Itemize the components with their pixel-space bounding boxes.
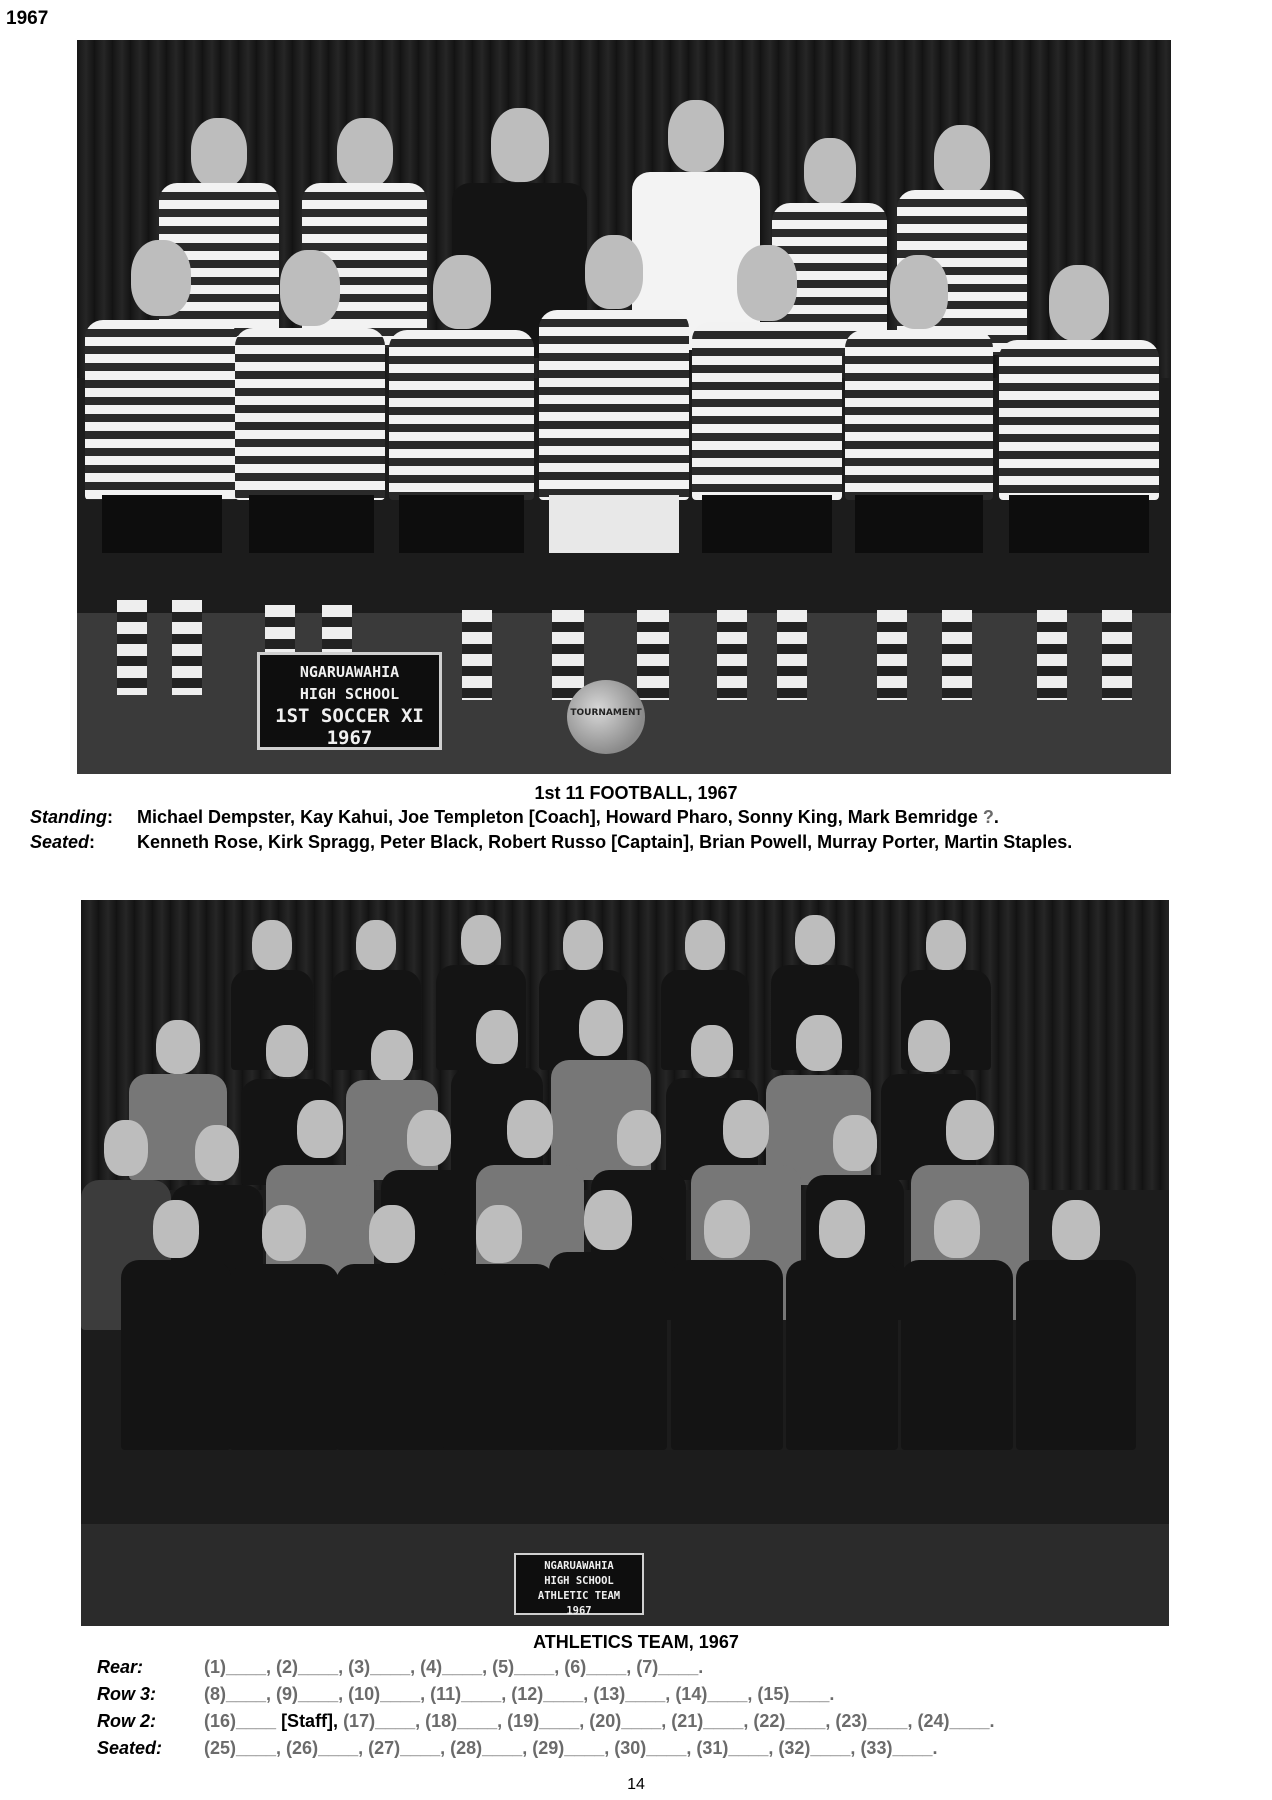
row-placeholders: (8)____, (9)____, (10)____, (11)____, (12)____, (13)____, (14)____, (15)____. <box>204 1684 835 1704</box>
standing-names: Michael Dempster, Kay Kahui, Joe Templeton [Coach], Howard Pharo, Sonny King, Mark Bemridge <box>137 807 978 827</box>
seated-student <box>786 1200 898 1450</box>
row-placeholders-b: (17)____, (18)____, (19)____, (20)____, (21)____, (22)____, (23)____, (24)____. <box>338 1711 995 1731</box>
seated-student-centre <box>549 1190 667 1450</box>
board-line-school: NGARUAWAHIA <box>544 1560 614 1572</box>
athletics-caption-title: ATHLETICS TEAM, 1967 <box>533 1632 739 1652</box>
row-label: Rear: <box>97 1657 144 1677</box>
seated-student <box>121 1200 231 1450</box>
soccer-ball <box>567 680 645 754</box>
seated-captain <box>539 235 689 500</box>
row-placeholders: (1)____, (2)____, (3)____, (4)____, (5)____, (6)____, (7)____. <box>204 1657 704 1677</box>
board-line-year: 1967 <box>326 727 373 749</box>
ball-text: TOURNAMENT <box>570 708 642 718</box>
row-label: Seated: <box>97 1738 163 1758</box>
standing-uncertain-mark: ? <box>982 807 994 827</box>
seated-student <box>671 1200 783 1450</box>
seated-names: Kenneth Rose, Kirk Spragg, Peter Black, Robert Russo [Captain], Brian Powell, Murray Porter, Martin Staples. <box>137 832 1073 852</box>
board-line-team: ATHLETIC TEAM <box>537 1590 621 1602</box>
board-line-school: NGARUAWAHIA <box>299 663 400 681</box>
row-label: Row 3: <box>97 1684 157 1704</box>
seated-student <box>1016 1200 1136 1450</box>
seated-label: Seated <box>30 832 90 852</box>
board-line-year: 1967 <box>566 1605 592 1617</box>
football-team-photo <box>77 40 1171 774</box>
row-placeholders: (25)____, (26)____, (27)____, (28)____, (29)____, (30)____, (31)____, (32)____, (33)____. <box>204 1738 938 1758</box>
athletics-team-photo <box>81 900 1169 1626</box>
page-number: 14 <box>627 1776 645 1793</box>
seated-player <box>235 250 385 500</box>
seated-player <box>85 240 237 500</box>
page-year-label: 1967 <box>6 8 49 29</box>
seated-player <box>692 245 842 500</box>
seated-student <box>901 1200 1013 1450</box>
row-placeholders-a: (16)____ <box>204 1711 282 1731</box>
seated-student <box>336 1205 448 1450</box>
board-line-team: 1ST SOCCER XI <box>275 705 424 727</box>
seated-student <box>443 1205 555 1450</box>
team-name-board <box>514 1553 644 1615</box>
seated-student <box>229 1205 339 1450</box>
seated-player <box>999 265 1159 500</box>
board-line-high-school: HIGH SCHOOL <box>299 685 400 703</box>
row-label: Row 2: <box>97 1711 157 1731</box>
board-line-high-school: HIGH SCHOOL <box>544 1575 614 1587</box>
football-caption-title: 1st 11 FOOTBALL, 1967 <box>534 783 738 803</box>
staff-marker: [Staff], <box>281 1711 339 1731</box>
seated-player <box>845 255 993 500</box>
standing-label: Standing <box>30 807 107 827</box>
team-name-board <box>257 652 442 750</box>
seated-player <box>389 255 534 500</box>
